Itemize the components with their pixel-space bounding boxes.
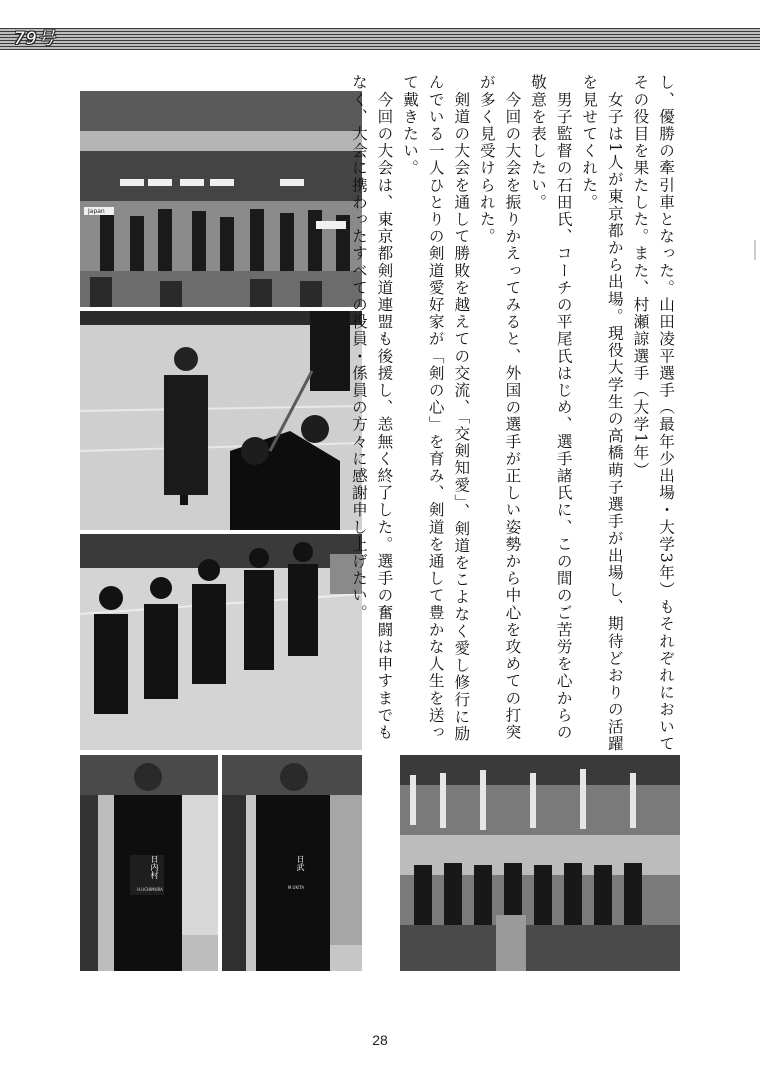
article-body bbox=[349, 74, 678, 754]
sign-japan-label: Japan bbox=[88, 208, 105, 215]
article-paragraph: 剣道の大会を通して勝敗を越えての交流、「交剣知愛」、剣道をこよなく愛し修行に励んでいる一人ひとりの剣道愛好家が「剣の心」を育み、剣道を通して豊かな人生を送って戴きたい。 bbox=[401, 74, 471, 743]
photo-closing-ceremony bbox=[400, 755, 680, 971]
zekken-ukita-romaji: M.UKITA bbox=[287, 885, 305, 890]
article-paragraph: 今回の大会は、東京都剣道連盟も後援し、恙無く終了した。選手の奮闘は申すまでもなく、大会に携わったすべての役員・係員の方々に感謝申し上げたい。 bbox=[349, 74, 394, 741]
edge-mark bbox=[748, 240, 756, 260]
article-paragraph: 男子監督の石田氏、コーチの平尾氏はじめ、選手諸氏に、この間のご苦労を心からの敬意を表したい。 bbox=[529, 74, 573, 741]
article-paragraph: 女子は1人が東京都から出場。現役大学生の高橋萌子選手が出場し、期待どおりの活躍を見せてくれた。 bbox=[580, 74, 624, 753]
photo-player-uchimura bbox=[80, 755, 218, 971]
zekken-uchimura-romaji: H.UCHIMURA bbox=[137, 887, 163, 892]
header-band bbox=[0, 28, 760, 50]
article-paragraph: 今回の大会を振りかえってみると、外国の選手が正しい姿勢から中心を攻めての打突が多く見受けられた。 bbox=[477, 74, 522, 741]
photo-team-lineup bbox=[80, 91, 362, 307]
page-number: 28 bbox=[372, 1032, 388, 1048]
zekken-uchimura: 日内村 bbox=[150, 855, 159, 879]
zekken-ukita: 日武 bbox=[296, 855, 305, 871]
photo-player-ukita bbox=[222, 755, 362, 971]
article-paragraph: し、優勝の牽引車となった。山田凌平選手（最年少出場・大学3年）もそれぞれにおいてその役目を果たした。また、村瀬諒選手（大学1年） bbox=[631, 74, 675, 753]
photo-players-line bbox=[80, 534, 362, 750]
issue-label: 79号 bbox=[14, 29, 56, 49]
photo-referee-bout bbox=[80, 311, 362, 530]
